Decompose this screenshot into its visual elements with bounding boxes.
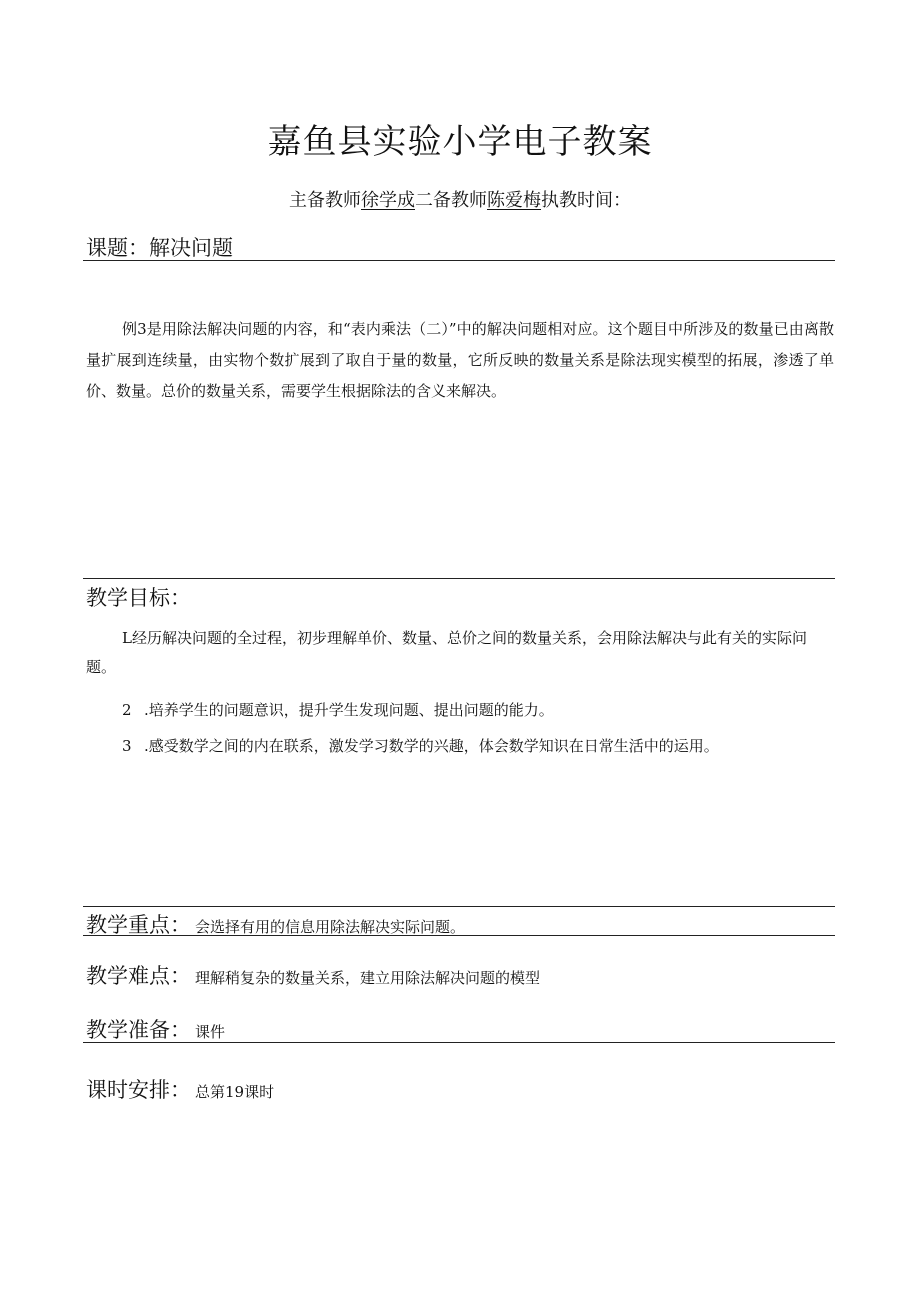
preparation-rule bbox=[83, 1042, 835, 1043]
second-teacher-name: 陈爱梅 bbox=[487, 190, 541, 211]
objective-item-2-num: 2 bbox=[122, 701, 132, 719]
main-teacher-name: 徐学成 bbox=[361, 190, 415, 211]
key-point-label: 教学重点： bbox=[86, 913, 191, 937]
key-point-top-rule bbox=[83, 906, 835, 907]
topic-value: 解决问题 bbox=[149, 236, 233, 260]
objectives-heading bbox=[86, 582, 835, 612]
objective-item-1-text: L经历解决问题的全过程，初步理解单价、数量、总价之间的数量关系，会用除法解决与此有关的实际问题。 bbox=[86, 629, 807, 676]
schedule-label: 课时安排： bbox=[86, 1078, 191, 1102]
topic-heading bbox=[86, 232, 835, 262]
preparation-heading bbox=[86, 1014, 835, 1044]
objective-item-3 bbox=[86, 732, 834, 761]
difficulty-heading bbox=[86, 960, 835, 990]
objectives-top-rule bbox=[83, 578, 835, 579]
preparation-label: 教学准备： bbox=[86, 1018, 191, 1042]
key-point-value: 会选择有用的信息用除法解决实际问题。 bbox=[195, 918, 466, 936]
analysis-paragraph: 例3是用除法解决问题的内容，和“表内乘法（二）”中的解决问题相对应。这个题目中所涉及的数量已由离散量扩展到连续量，由实物个数扩展到了取自于量的数量，它所反映的数量关系是除法现实模型的拓展，渗透了单价、数量。总价的数量关系，需要学生根据除法的含义来解决。 bbox=[86, 320, 834, 400]
schedule-value: 总第19课时 bbox=[195, 1083, 275, 1101]
teacher-line bbox=[0, 186, 920, 212]
exec-time-label: 执教时间： bbox=[541, 190, 631, 211]
second-teacher-label: 二备教师 bbox=[415, 190, 487, 211]
objective-item-2-text: .培养学生的问题意识，提升学生发现问题、提出问题的能力。 bbox=[144, 701, 554, 719]
objective-item-2 bbox=[86, 696, 834, 725]
key-point-bottom-rule bbox=[83, 935, 835, 936]
difficulty-value: 理解稍复杂的数量关系，建立用除法解决问题的模型 bbox=[195, 969, 541, 987]
objectives-label: 教学目标： bbox=[86, 586, 191, 610]
objective-item-3-text: .感受数学之间的内在联系，激发学习数学的兴趣，体会数学知识在日常生活中的运用。 bbox=[144, 737, 719, 755]
main-teacher-label: 主备教师 bbox=[289, 190, 361, 211]
topic-rule bbox=[83, 260, 835, 261]
schedule-heading bbox=[86, 1074, 835, 1104]
difficulty-label: 教学难点： bbox=[86, 964, 191, 988]
objective-item-1 bbox=[86, 624, 834, 682]
objective-item-3-num: 3 bbox=[122, 737, 132, 755]
preparation-value: 课件 bbox=[195, 1023, 226, 1041]
document-title: 嘉鱼县实验小学电子教案 bbox=[267, 122, 653, 162]
topic-label: 课题： bbox=[86, 236, 149, 260]
